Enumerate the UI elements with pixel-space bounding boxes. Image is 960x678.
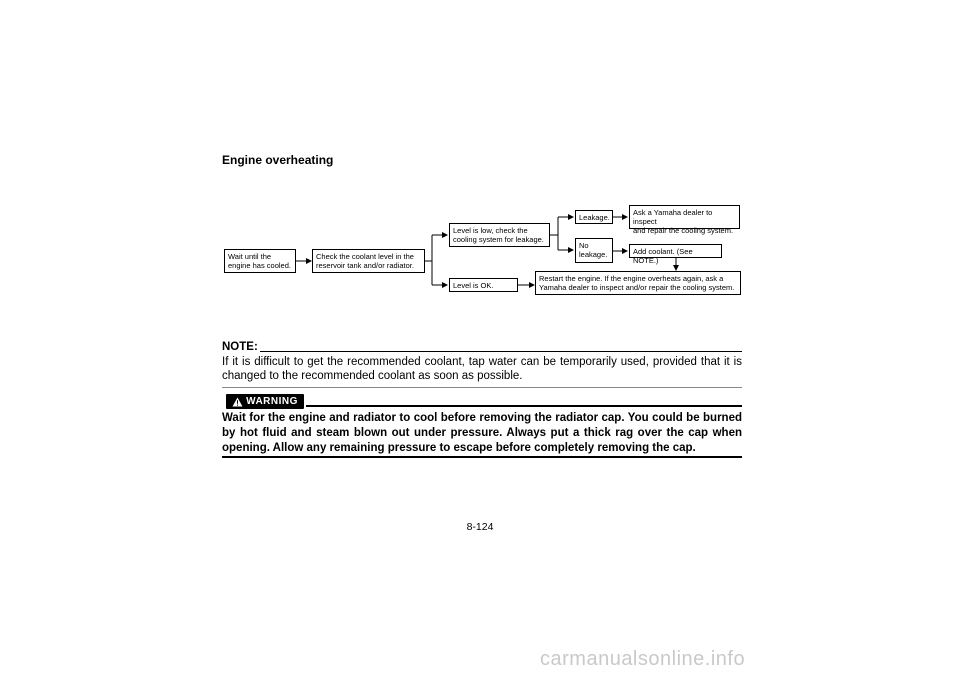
- flow-box-level-ok: Level is OK.: [449, 278, 518, 292]
- warning-triangle-icon: [232, 397, 243, 407]
- flow-box-no-leakage: No leakage.: [575, 238, 613, 263]
- warning-badge: [226, 394, 304, 409]
- flow-box-leakage: Leakage.: [575, 210, 613, 224]
- flow-box-add-coolant: Add coolant. (See NOTE.): [629, 244, 722, 258]
- warning-end-rule: [222, 456, 742, 458]
- flow-box-restart-engine: Restart the engine. If the engine overheats again, ask a Yamaha dealer to inspect and/or repair the cooling system.: [535, 271, 741, 295]
- warning-rule: [306, 405, 742, 407]
- watermark: carmanualsonline.info: [540, 648, 746, 670]
- note-text: If it is difficult to get the recommended coolant, tap water can be temporarily used, provided that it is changed to the recommended coolant as soon as possible.: [222, 356, 742, 382]
- flow-box-level-low: Level is low, check the cooling system for leakage.: [449, 223, 550, 247]
- flow-box-check-level: Check the coolant level in the reservoir tank and/or radiator.: [312, 249, 425, 273]
- warning-text: Wait for the engine and radiator to cool before removing the radiator cap. You could be burned by hot fluid and steam blown out under pressure. Always put a thick rag over the cap when opening. Allow any remaining pressure to escape before completely removing the cap.: [222, 412, 742, 454]
- flow-box-wait: Wait until the engine has cooled.: [224, 249, 296, 273]
- section-title: Engine overheating: [222, 153, 334, 167]
- note-label: NOTE:: [222, 341, 258, 353]
- warning-label: WARNING: [246, 396, 298, 407]
- note-rule: [260, 351, 742, 352]
- flow-box-ask-dealer: Ask a Yamaha dealer to inspect and repair the cooling system.: [629, 205, 740, 229]
- note-end-rule: [222, 387, 742, 388]
- page-number: 8-124: [466, 521, 494, 533]
